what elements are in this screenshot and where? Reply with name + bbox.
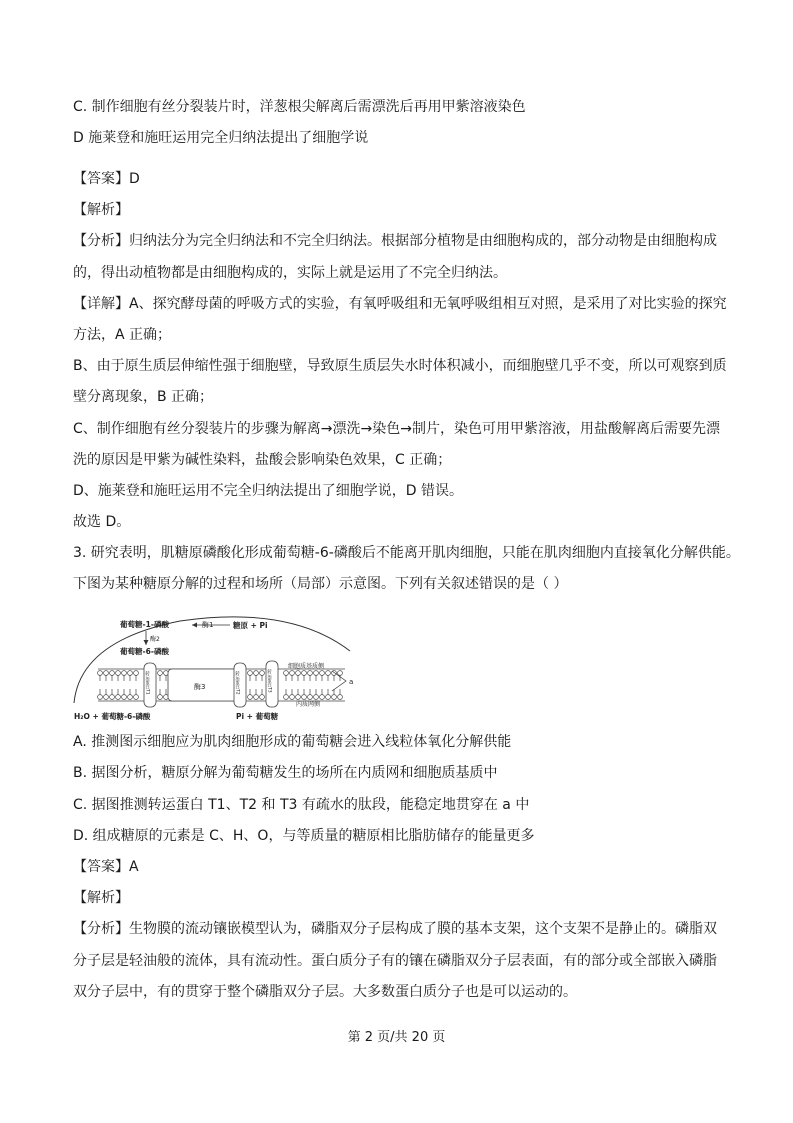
page-footer: 第 2 页/共 20 页: [347, 1030, 446, 1045]
phospholipid-head: [290, 671, 295, 676]
enzyme3-label: 酶3: [194, 683, 206, 691]
detail-line-1: 【详解】A、探究酵母菌的呼吸方式的实验，有氧呼吸组和无氧呼吸组相互对照，是采用了对比实验的探究: [73, 296, 727, 312]
phospholipid-head: [320, 671, 325, 676]
detail-line-2: 方法，A 正确；: [73, 327, 172, 343]
phospholipid-head: [260, 671, 265, 676]
g6p-label: 葡萄糖-6-磷酸: [120, 647, 169, 656]
phospholipid-head: [248, 671, 253, 676]
phospholipid-head: [254, 695, 259, 700]
glycogen-pi-label: 糖原 + Pi: [233, 621, 268, 630]
phospholipid-head: [134, 671, 139, 676]
analysis-label-q3: 【解析】: [73, 890, 129, 906]
er-side-label: 内质网侧: [296, 701, 321, 708]
question-3-stem-1: 3. 研究表明，肌糖原磷酸化形成葡萄糖-6-磷酸后不能离开肌肉细胞，只能在肌肉细胞内直接氧化分解供能。: [73, 545, 740, 561]
g1p-label: 葡萄糖-1-磷酸: [120, 620, 169, 629]
analysis-line-2: 的，得出动植物都是由细胞构成的，实际上就是运用了不完全归纳法。: [73, 265, 507, 281]
phospholipid-head: [284, 671, 289, 676]
phospholipid-head: [284, 695, 289, 700]
phospholipid-head: [308, 695, 313, 700]
phospholipid-head: [128, 671, 133, 676]
conclusion: 故选 D。: [73, 514, 131, 530]
analysis-line-1: 【分析】归纳法分为完全归纳法和不完全归纳法。根据部分植物是由细胞构成的，部分动物是由细胞构成: [73, 233, 717, 249]
phospholipid-head: [134, 695, 139, 700]
t2-label: 转运蛋白T2: [234, 671, 240, 695]
phospholipid-head: [254, 671, 259, 676]
phospholipid-head: [248, 695, 253, 700]
phospholipid-head: [338, 671, 343, 676]
enzyme2-label: 酶2: [150, 636, 160, 643]
phospholipid-head: [98, 695, 103, 700]
phospholipid-head: [296, 671, 301, 676]
phospholipid-head: [260, 695, 265, 700]
cytosol-side-label: 细胞质基质侧: [288, 663, 325, 670]
option-c-prev: C. 制作细胞有丝分裂装片时，洋葱根尖解离后需漂洗后再用甲紫溶液染色: [73, 99, 526, 115]
question-3-stem-2: 下图为某种糖原分解的过程和场所（局部）示意图。下列有关叙述错误的是（ ）: [73, 576, 568, 592]
phospholipid-head: [104, 671, 109, 676]
phospholipid-head: [128, 695, 133, 700]
t3-label: 转运蛋白T3: [266, 669, 272, 693]
phospholipid-head: [110, 671, 115, 676]
phospholipid-head: [116, 671, 121, 676]
phospholipid-head: [308, 671, 313, 676]
detail-line-4: 壁分离现象，B 正确；: [73, 389, 214, 405]
phospholipid-head: [314, 671, 319, 676]
option-a: A. 推测图示细胞应为肌肉细胞形成的葡萄糖会进入线粒体氧化分解供能: [73, 734, 512, 750]
phospholipid-head: [338, 695, 343, 700]
label-a: a: [349, 678, 354, 686]
phospholipid-head: [332, 695, 337, 700]
phospholipid-head: [326, 695, 331, 700]
detail-line-6: 洗的原因是甲紫为碱性染料，盐酸会影响染色效果，C 正确；: [73, 452, 452, 468]
q3-analysis-line-3: 双分子层中，有的贯穿于整个磷脂双分子层。大多数蛋白质分子也是可以运动的。: [73, 984, 577, 1000]
phospholipid-head: [110, 695, 115, 700]
answer-label-q3: 【答案】A: [73, 859, 139, 875]
phospholipid-head: [320, 695, 325, 700]
phospholipid-head: [302, 671, 307, 676]
phospholipid-head: [104, 695, 109, 700]
phospholipid-head: [122, 695, 127, 700]
analysis-label: 【解析】: [73, 202, 129, 218]
pi-glucose-label: Pi + 葡萄糖: [236, 712, 279, 721]
phospholipid-head: [302, 695, 307, 700]
phospholipid-head: [122, 671, 127, 676]
phospholipid-head: [158, 671, 163, 676]
option-d-prev: D 施莱登和施旺运用完全归纳法提出了细胞学说: [73, 130, 369, 146]
phospholipid-head: [296, 695, 301, 700]
phospholipid-head: [158, 695, 163, 700]
q3-analysis-line-1: 【分析】生物膜的流动镶嵌模型认为，磷脂双分子层构成了膜的基本支架，这个支架不是静止的。磷脂双: [73, 921, 717, 937]
phospholipid-head: [98, 671, 103, 676]
enzyme1-label: 酶1: [202, 621, 214, 629]
phospholipid-head: [116, 695, 121, 700]
detail-line-3: B、由于原生质层伸缩性强于细胞壁，导致原生质层失水时体积减小，而细胞壁几乎不变，所以可观察到质: [73, 358, 727, 374]
phospholipid-head: [314, 695, 319, 700]
detail-line-5: C、制作细胞有丝分裂装片的步骤为解离→漂洗→染色→制片，染色可用甲紫溶液，用盐酸解离后需要先漂: [73, 421, 720, 437]
phospholipid-head: [326, 671, 331, 676]
option-b: B. 据图分析，糖原分解为葡萄糖发生的场所在内质网和细胞质基质中: [73, 765, 498, 781]
detail-line-7: D、施莱登和施旺运用不完全归纳法提出了细胞学说，D 错误。: [73, 483, 464, 499]
q3-analysis-line-2: 分子层是轻油般的流体，具有流动性。蛋白质分子有的镶在磷脂双分子层表面，有的部分或全部嵌入磷脂: [73, 953, 717, 969]
phospholipid-head: [290, 695, 295, 700]
h2o-g6p-label: H₂O + 葡萄糖-6-磷酸: [74, 712, 151, 721]
option-d: D. 组成糖原的元素是 C、H、O，与等质量的糖原相比脂肪储存的能量更多: [73, 828, 535, 844]
glycogen-breakdown-figure: [70, 611, 370, 723]
option-c: C. 据图推测转运蛋白 T1、T2 和 T3 有疏水的肽段，能稳定地贯穿在 a 中: [73, 797, 530, 813]
t1-label: 转运蛋白T1: [144, 671, 150, 695]
answer-label: 【答案】D: [73, 171, 140, 187]
